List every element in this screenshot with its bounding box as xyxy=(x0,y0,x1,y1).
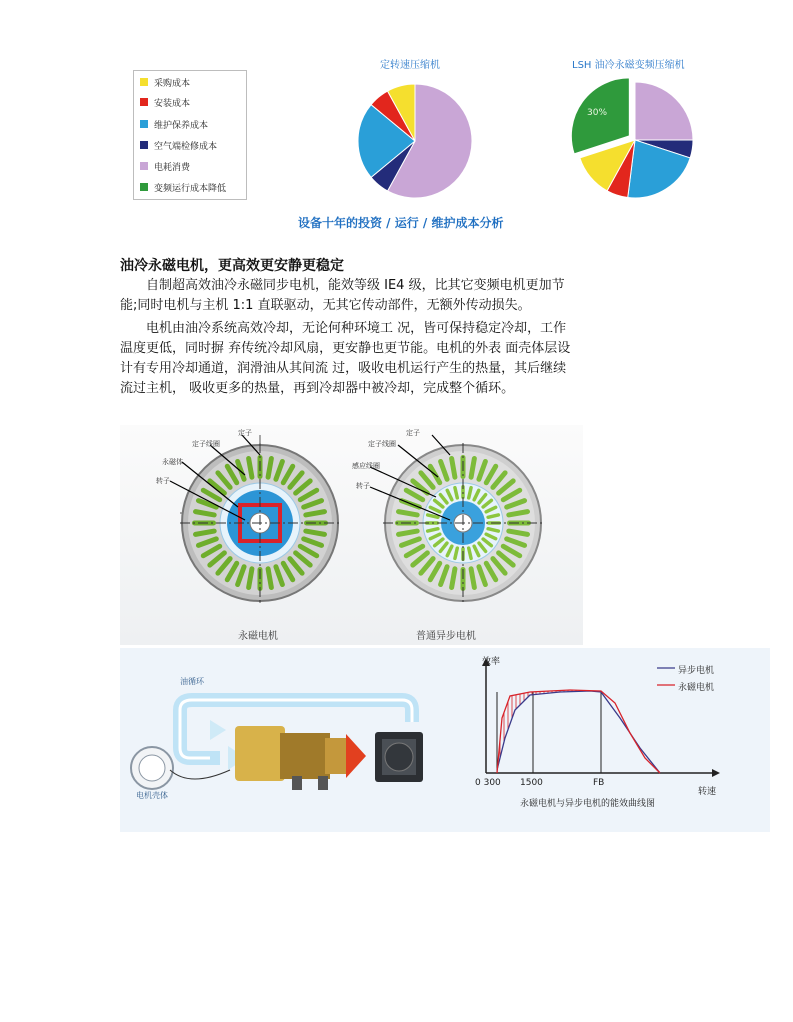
label-induction-winding: 感应线圈 xyxy=(352,462,380,470)
chart-caption-efficiency: 永磁电机与异步电机的能效曲线图 xyxy=(520,799,656,809)
label-rotor: 转子 xyxy=(156,477,170,485)
text-line: 计有专用冷却通道，润滑油从其间流 过，吸收电机运行产生的热量，其后继续 xyxy=(120,361,567,376)
legend-item xyxy=(140,159,190,173)
series-async-line xyxy=(497,691,660,773)
label-magnet: 永磁体 xyxy=(162,458,183,466)
legend-label: 安装成本 xyxy=(154,98,191,109)
axis-label-x: 转速 xyxy=(698,787,717,797)
legend-item xyxy=(140,180,226,194)
caption-async-motor: 普通异步电机 xyxy=(416,631,476,642)
pm-motor-diagram xyxy=(170,435,340,605)
paragraph-1 xyxy=(120,276,680,316)
tick-label: 0 300 xyxy=(475,778,501,788)
legend-item xyxy=(140,95,190,109)
label-stator-winding: 定子线圈 xyxy=(368,440,396,448)
oil-cooling-and-efficiency-figure xyxy=(120,648,770,832)
label-stator: 定子 xyxy=(238,429,252,437)
pie-slice-label: 30% xyxy=(587,108,608,118)
tick-label: FB xyxy=(593,778,605,788)
caption-pm-motor: 永磁电机 xyxy=(238,631,278,642)
async-motor-diagram xyxy=(370,435,543,603)
legend-label: 采购成本 xyxy=(154,78,191,89)
text-line: 自制超高效油冷永磁同步电机，能效等级 IE4 级，比其它变频电机更加节 xyxy=(146,278,565,293)
oil-circulation-illustration xyxy=(131,700,423,790)
text-line: 流过主机， 吸收更多的热量，再到冷却器中被冷却，完成整个循环。 xyxy=(120,381,515,396)
label-rotor: 转子 xyxy=(356,482,370,490)
legend-label: 维护保养成本 xyxy=(154,120,209,131)
label-stator-winding: 定子线圈 xyxy=(192,440,220,448)
pie-right-title: LSH 油冷永磁变频压缩机 xyxy=(572,60,685,71)
cost-legend xyxy=(133,70,247,200)
chart-caption: 设备十年的投资 / 运行 / 维护成本分析 xyxy=(298,216,504,230)
pie-slice xyxy=(635,82,693,140)
legend-label: 电耗消费 xyxy=(154,162,191,173)
text-line: 温度更低，同时摒 弃传统冷却风扇，更安静也更节能。电机的外表 面壳体层设 xyxy=(120,341,571,356)
text-line: 能;同时电机与主机 1:1 直联驱动，无其它传动部件，无额外传动损失。 xyxy=(120,298,531,313)
legend-label: 变频运行成本降低 xyxy=(154,183,227,194)
legend-item xyxy=(140,138,217,152)
series-pm-line xyxy=(497,690,660,773)
legend-item xyxy=(140,117,208,131)
label-oil-loop: 油循环 xyxy=(180,677,204,686)
pie-chart-fixed-speed xyxy=(350,76,480,206)
paragraph-2 xyxy=(120,319,680,399)
label-stator: 定子 xyxy=(406,429,420,437)
tick-label: 1500 xyxy=(520,778,543,788)
legend-label-async: 异步电机 xyxy=(678,666,715,676)
text-line: 电机由油冷系统高效冷却，无论何种环境工 况，皆可保持稳定冷却，工作 xyxy=(146,321,567,336)
legend-label-pm: 永磁电机 xyxy=(678,683,715,693)
section-heading: 油冷永磁电机，更高效更安静更稳定 xyxy=(120,258,344,274)
pie-chart-lsh xyxy=(565,70,705,210)
legend-item xyxy=(140,75,190,89)
label-housing: 电机壳体 xyxy=(136,791,168,800)
legend-label: 空气端检修成本 xyxy=(154,141,218,152)
pie-left-title: 定转速压缩机 xyxy=(380,60,440,71)
axis-label-y: 效率 xyxy=(482,657,501,667)
motor-comparison-figure xyxy=(120,425,583,645)
